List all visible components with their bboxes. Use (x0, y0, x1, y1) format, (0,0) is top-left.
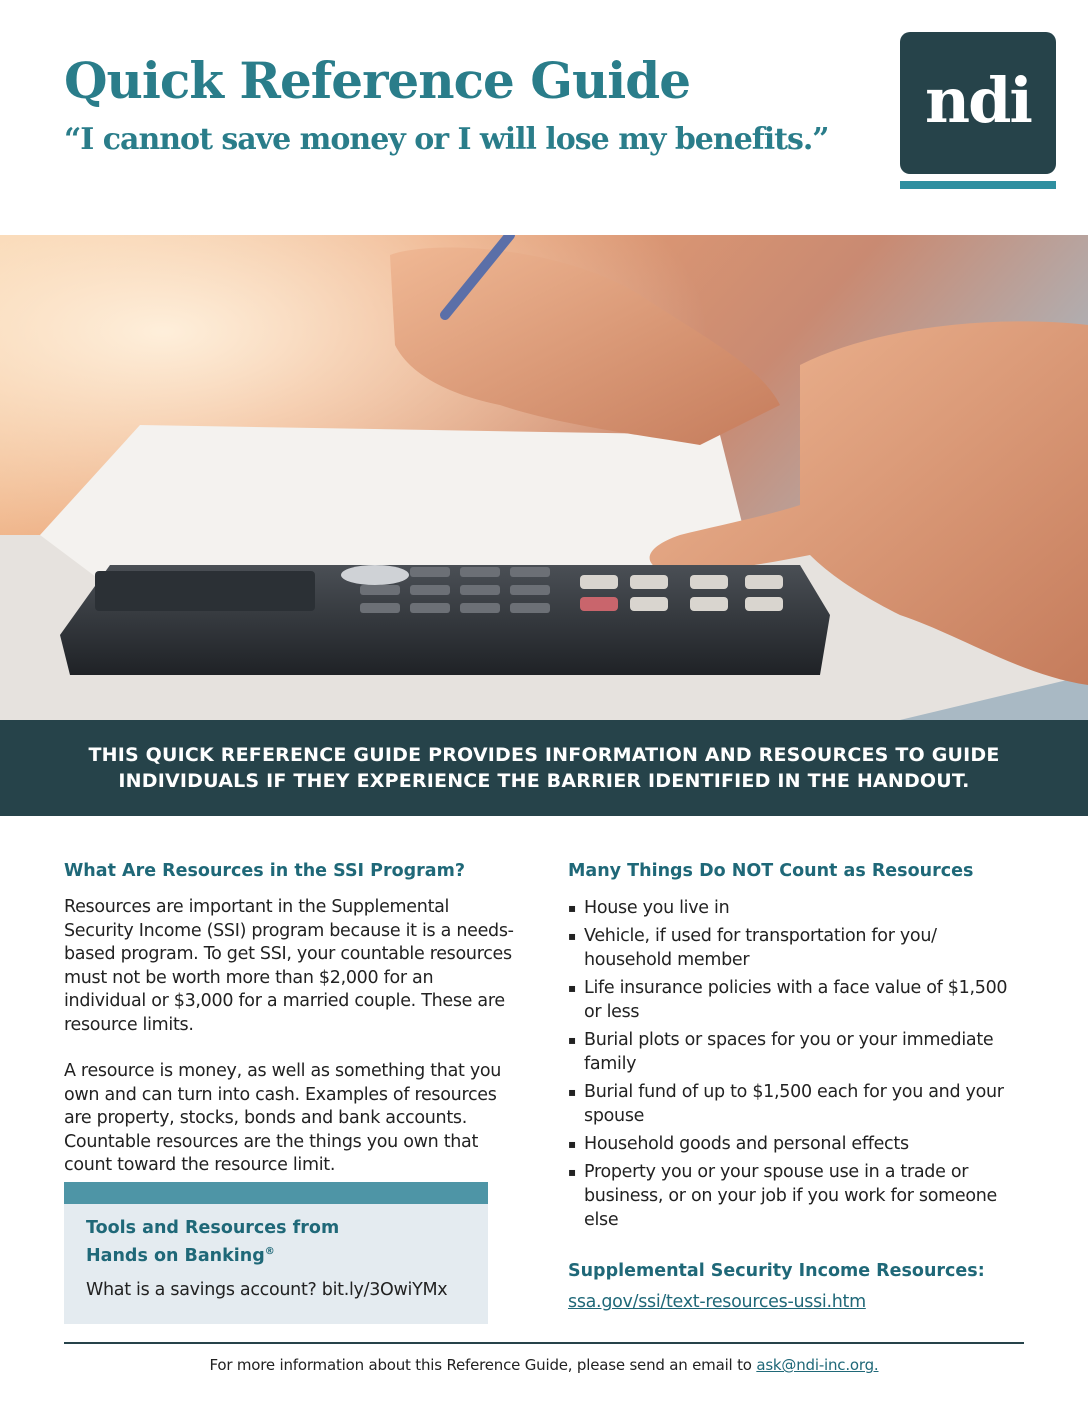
savings-account-link[interactable]: What is a savings account? bit.ly/3OwiYMx (86, 1279, 448, 1300)
ssi-paragraph-1: Resources are important in the Supplemental Security Income (SSI) program because it is a needs-based program. To get SSI, your countable resources must not be worth more than $2,000 for an individual or $3,000 for a married couple. These are resource limits. (64, 897, 514, 1035)
not-resources-list (568, 896, 1008, 1232)
bullet-icon: ▪ (568, 901, 576, 915)
page-subtitle: “I cannot save money or I will lose my benefits.” (64, 122, 829, 157)
footer (0, 1356, 1088, 1374)
list-item: ▪ House you live in (568, 898, 730, 918)
list-item: ▪ Vehicle, if used for transportation for you/ household member (568, 926, 937, 970)
tools-heading-line-1: Tools and Resources from (86, 1218, 340, 1238)
bullet-icon: ▪ (568, 981, 576, 995)
list-item: ▪ Household goods and personal effects (568, 1134, 909, 1154)
not-resources-heading: Many Things Do NOT Count as Resources (568, 861, 974, 881)
bullet-icon: ▪ (568, 929, 576, 943)
bullet-icon: ▪ (568, 1033, 576, 1047)
ssa-resources-link[interactable]: ssa.gov/ssi/text-resources-ussi.htm (568, 1292, 866, 1312)
ssi-resources-heading: What Are Resources in the SSI Program? (64, 861, 465, 881)
tools-box (64, 1182, 488, 1324)
page-title: Quick Reference Guide (64, 51, 691, 110)
bullet-icon: ▪ (568, 1085, 576, 1099)
ssi-links-heading: Supplemental Security Income Resources: (568, 1261, 985, 1281)
left-column (64, 858, 516, 1178)
list-item: ▪ Life insurance policies with a face value of $1,500 or less (568, 978, 1008, 1022)
tools-heading (86, 1216, 466, 1268)
right-column (568, 858, 1008, 1312)
registered-mark: ® (264, 1246, 275, 1257)
intro-banner-text: THIS QUICK REFERENCE GUIDE PROVIDES INFORMATION AND RESOURCES TO GUIDE INDIVIDUALS IF THEY EXPERIENCE THE BARRIER IDENTIFIED IN THE HANDOUT. (88, 744, 1000, 792)
tools-box-header-bar (64, 1182, 488, 1204)
list-item: ▪ Burial fund of up to $1,500 each for you and your spouse (568, 1082, 1004, 1126)
contact-email-link[interactable]: ask@ndi-inc.org. (756, 1356, 879, 1374)
ssi-paragraph-2: A resource is money, as well as something that you own and can turn into cash. Examples of resources are property, stocks, bonds and bank accounts. Countable resources are the things you own that count toward the resource limit. (64, 1061, 502, 1175)
list-item: ▪ Property you or your spouse use in a trade or business, or on your job if you work for someone else (568, 1162, 998, 1230)
logo-text: ndi (925, 63, 1031, 137)
tools-heading-line-2: Hands on Banking (86, 1245, 265, 1266)
bullet-icon: ▪ (568, 1137, 576, 1151)
intro-banner (0, 720, 1088, 816)
calculator-photo (0, 235, 1088, 720)
footer-divider (64, 1342, 1024, 1344)
bullet-icon: ▪ (568, 1165, 576, 1179)
logo-underline (900, 181, 1056, 189)
footer-text: For more information about this Reference Guide, please send an email to (209, 1356, 757, 1374)
ndi-logo (900, 32, 1056, 174)
list-item: ▪ Burial plots or spaces for you or your immediate family (568, 1030, 994, 1074)
